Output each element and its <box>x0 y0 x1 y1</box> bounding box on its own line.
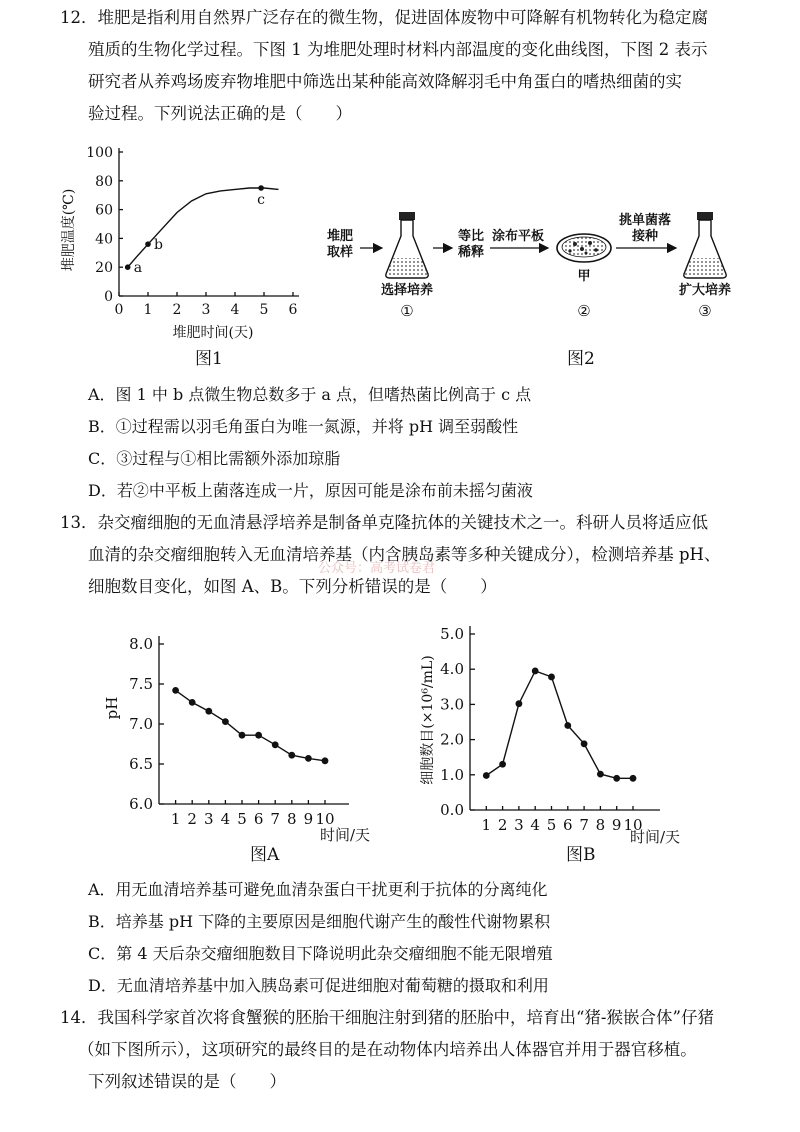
q13-option-b: B．培养基 pH 下降的主要原因是细胞代谢产生的酸性代谢物累积 <box>88 912 551 931</box>
data-point <box>564 722 571 729</box>
data-point <box>483 772 490 779</box>
y-tick-label: 20 <box>95 260 113 277</box>
y-tick-label: 40 <box>95 231 113 248</box>
y-tick-label: 1.0 <box>440 765 464 784</box>
data-point <box>272 741 279 748</box>
spread-plate-label: 涂布平板 <box>491 229 545 244</box>
cell-count-line <box>486 671 633 778</box>
data-point <box>305 755 312 762</box>
ph-line <box>176 690 325 760</box>
q14-line-3: 下列叙述错误的是（ ） <box>88 1072 286 1091</box>
q14-line-1: 14．我国科学家首次将食蟹猴的胚胎干细胞注射到猪的胚胎中，培育出“猪-猴嵌合体”仔猪 <box>60 1008 714 1027</box>
x-tick-label: 0 <box>114 302 124 318</box>
dilute-label-2: 稀释 <box>457 245 485 260</box>
flask-3-icon <box>684 212 726 278</box>
plate-label: 甲 <box>577 269 591 284</box>
y-tick-label: 2.0 <box>440 730 464 749</box>
q12-option-d: D．若②中平板上菌落连成一片，原因可能是涂布前未摇匀菌液 <box>88 481 533 500</box>
x-tick-label: 6 <box>288 302 298 318</box>
q13-option-a: A．用无血清培养基可避免血清杂蛋白干扰更利于抗体的分离纯化 <box>88 880 548 899</box>
x-tick-label: 1 <box>481 816 492 834</box>
x-axis-label: 堆肥时间(天) <box>172 325 254 341</box>
q13-line-3: 细胞数目变化，如图 A、B。下列分析错误的是（ ） <box>88 577 497 596</box>
y-tick-label: 80 <box>95 173 113 190</box>
figure-1-temperature-chart <box>55 140 315 350</box>
x-tick-label: 3 <box>204 810 214 828</box>
x-tick-label: 3 <box>201 302 211 318</box>
x-tick-label: 3 <box>514 816 524 834</box>
q14-line-2: （如下图所示），这项研究的最终目的是在动物体内培养出人体器官并用于器官移植。 <box>78 1040 697 1059</box>
y-tick-label: 7.0 <box>129 715 153 733</box>
temperature-curve <box>128 188 279 267</box>
x-tick-label: 5 <box>546 816 557 834</box>
x-tick-label: 7 <box>579 816 589 834</box>
data-point <box>548 674 555 681</box>
data-point <box>255 732 262 739</box>
y-tick-label: 3.0 <box>440 695 464 714</box>
x-axis-label: 时间/天 <box>319 826 371 844</box>
pick-colony-label-2: 接种 <box>631 229 659 244</box>
q13-line-2: 血清的杂交瘤细胞转入无血清培养基（内含胰岛素等多种关键成分），检测培养基 pH、 <box>88 545 721 564</box>
petri-dish-icon <box>557 234 611 262</box>
pick-colony-label-1: 挑单菌落 <box>618 213 672 228</box>
q12-line-4: 验过程。下列说法正确的是（ ） <box>88 104 352 123</box>
y-tick-label: 60 <box>95 202 113 219</box>
x-tick-label: 4 <box>230 302 240 318</box>
x-tick-label: 8 <box>595 816 606 834</box>
y-axis-label: 堆肥温度(℃) <box>61 188 77 272</box>
watermark: 公众号：高考试卷君 <box>318 561 436 576</box>
data-point-c <box>258 185 264 191</box>
sample-label-2: 取样 <box>326 245 354 260</box>
y-tick-label: 5.0 <box>440 625 464 643</box>
figure-b-caption: 图B <box>566 845 596 865</box>
data-point <box>288 752 295 759</box>
x-tick-label: 9 <box>303 810 314 828</box>
x-tick-label: 5 <box>237 810 247 828</box>
q12-line-2: 殖质的生物化学过程。下图 1 为堆肥处理时材料内部温度的变化曲线图，下图 2 表示 <box>88 40 708 59</box>
figure-a-caption: 图A <box>250 845 280 865</box>
x-tick-label: 9 <box>611 816 622 834</box>
q12-option-b: B．①过程需以羽毛角蛋白为唯一氮源，并将 pH 调至弱酸性 <box>88 417 519 436</box>
q12-option-c: C．③过程与①相比需额外添加琼脂 <box>88 449 341 468</box>
x-tick-label: 2 <box>187 810 197 828</box>
data-point-a <box>125 264 131 270</box>
data-point <box>630 775 637 782</box>
x-tick-label: 7 <box>270 810 280 828</box>
y-tick-label: 4.0 <box>440 660 464 679</box>
q13-line-1: 13．杂交瘤细胞的无血清悬浮培养是制备单克隆抗体的关键技术之一。科研人员将适应低 <box>60 513 708 532</box>
data-point <box>597 771 604 778</box>
step-1-number: ① <box>400 302 414 320</box>
dilute-label-1: 等比 <box>457 229 485 244</box>
q13-option-c: C．第 4 天后杂交瘤细胞数目下降说明此杂交瘤细胞不能无限增殖 <box>88 944 553 963</box>
x-tick-label: 2 <box>172 302 182 318</box>
data-point <box>189 699 196 706</box>
data-point <box>499 761 506 768</box>
x-tick-label: 10 <box>315 810 335 828</box>
q12-line-1: 12．堆肥是指利用自然界广泛存在的微生物，促进固体废物中可降解有机物转化为稳定腐 <box>60 8 708 27</box>
x-tick-label: 4 <box>220 810 231 828</box>
y-tick-label: 6.0 <box>129 795 153 813</box>
x-tick-label: 10 <box>623 816 643 834</box>
data-point <box>322 757 329 764</box>
x-tick-label: 2 <box>497 816 508 834</box>
selective-culture-label: 选择培养 <box>380 283 434 298</box>
data-point-b <box>145 241 151 247</box>
point-label-b: b <box>154 237 163 254</box>
x-axis-label: 时间/天 <box>629 828 681 846</box>
y-tick-label: 7.5 <box>129 675 153 693</box>
y-axis-label: 细胞数目(×10⁶/mL) <box>420 655 436 785</box>
expand-culture-label: 扩大培养 <box>678 283 732 298</box>
y-tick-label: 0.0 <box>440 801 464 819</box>
figure-2-experiment-flow <box>320 200 760 330</box>
x-tick-label: 6 <box>253 810 264 828</box>
y-tick-label: 100 <box>86 145 113 161</box>
figure-2-caption: 图2 <box>567 349 595 369</box>
figure-b-cell-count-chart <box>410 610 730 850</box>
x-tick-label: 8 <box>287 810 297 828</box>
step-3-number: ③ <box>698 302 712 320</box>
q13-option-d: D．无血清培养基中加入胰岛素可促进细胞对葡萄糖的摄取和利用 <box>88 976 549 995</box>
q12-line-3: 研究者从养鸡场废弃物堆肥中筛选出某种能高效降解羽毛中角蛋白的嗜热细菌的实 <box>88 72 682 91</box>
data-point <box>581 740 588 747</box>
data-point <box>532 668 539 675</box>
data-point <box>239 732 246 739</box>
y-tick-label: 0 <box>104 289 113 305</box>
y-tick-label: 6.5 <box>129 755 153 773</box>
x-tick-label: 5 <box>259 302 269 318</box>
data-point <box>222 718 229 725</box>
y-tick-label: 8.0 <box>129 635 153 653</box>
x-tick-label: 1 <box>170 810 181 828</box>
data-point <box>516 700 523 707</box>
data-point <box>172 687 179 694</box>
x-tick-label: 4 <box>530 816 540 834</box>
x-tick-label: 6 <box>563 816 573 834</box>
q12-option-a: A．图 1 中 b 点微生物总数多于 a 点，但嗜热菌比例高于 c 点 <box>88 385 532 404</box>
figure-1-caption: 图1 <box>195 349 223 369</box>
data-point <box>205 708 212 715</box>
y-axis-label: pH <box>103 696 121 720</box>
flask-1-icon <box>386 212 428 278</box>
data-point <box>613 775 620 782</box>
sample-label-1: 堆肥 <box>326 229 354 244</box>
point-label-a: a <box>133 260 143 277</box>
x-tick-label: 1 <box>143 302 153 318</box>
point-label-c: c <box>257 192 266 208</box>
step-2-number: ② <box>577 302 591 320</box>
figure-a-ph-chart <box>95 620 415 850</box>
